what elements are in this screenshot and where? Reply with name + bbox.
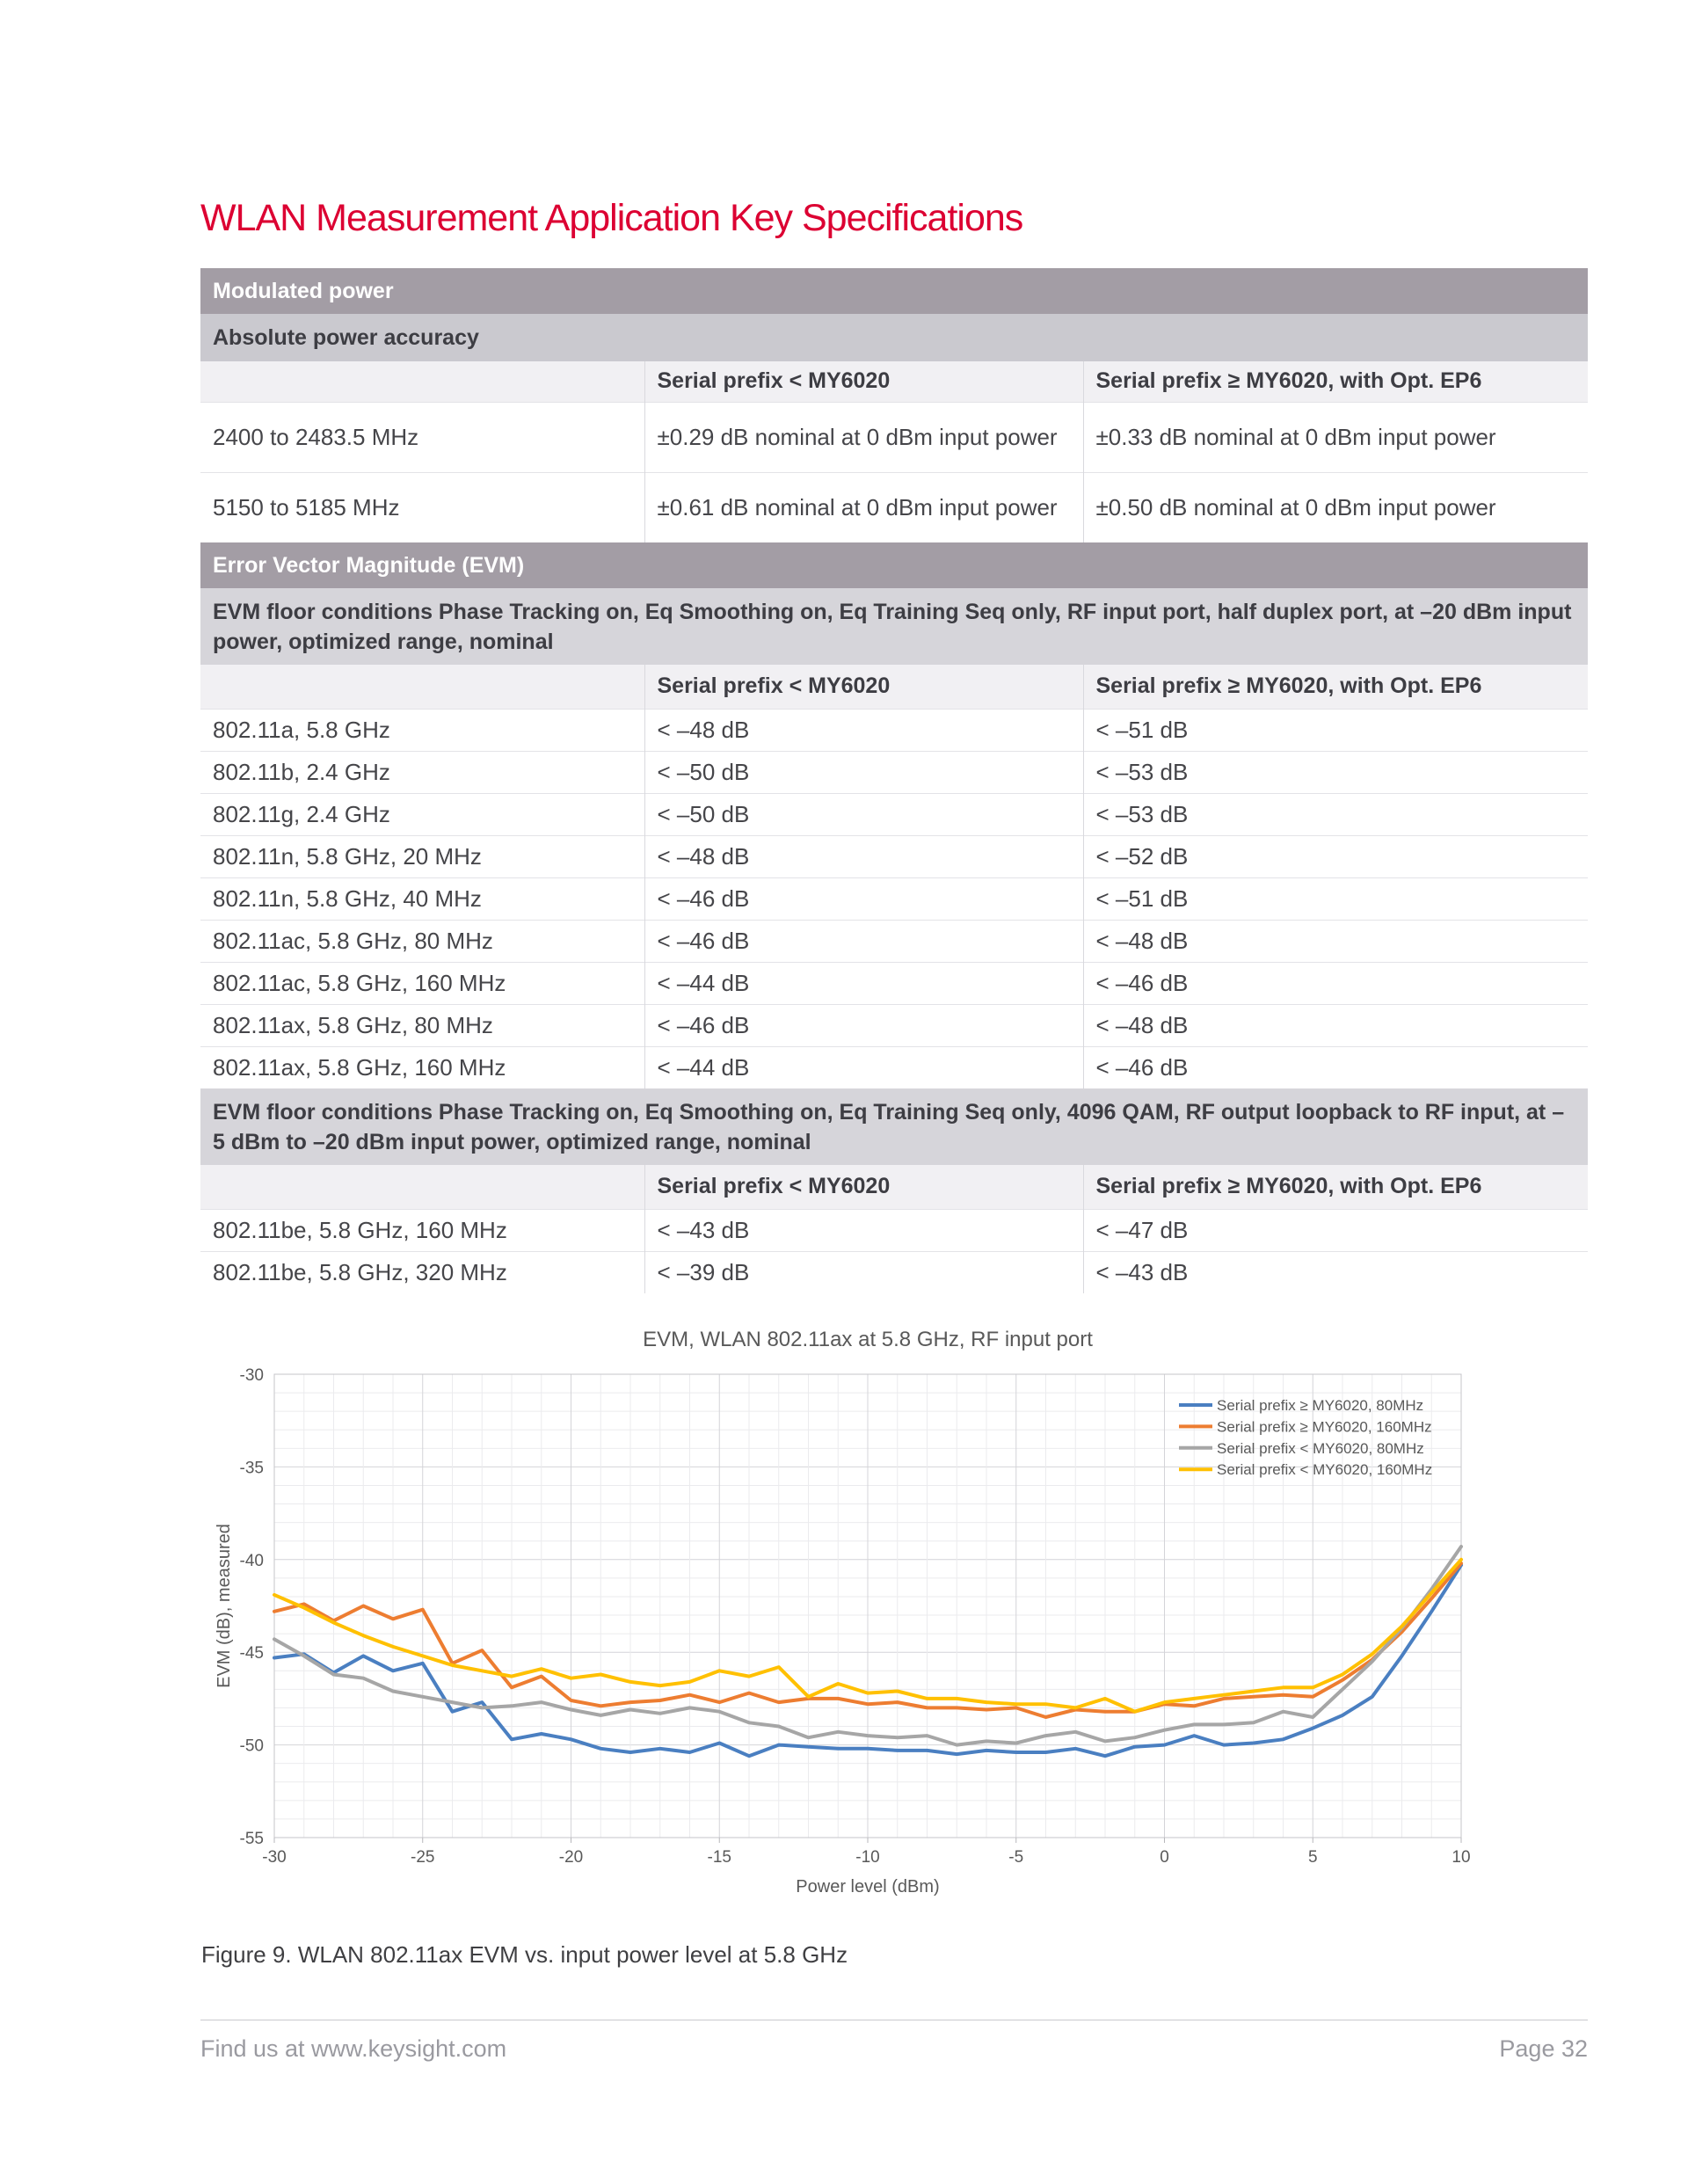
spec-value: < –39 dB: [644, 1251, 1083, 1293]
legend-label-3: Serial prefix < MY6020, 160MHz: [1217, 1461, 1433, 1479]
svg-text:-25: -25: [411, 1848, 435, 1867]
svg-text:-15: -15: [707, 1848, 731, 1867]
table-row: [200, 920, 1588, 962]
column-header: Serial prefix < MY6020: [644, 1165, 1083, 1209]
spec-value: < –52 dB: [1083, 835, 1588, 877]
column-header-empty: [200, 1165, 644, 1209]
table-row: [200, 1004, 1588, 1046]
column-header: Serial prefix ≥ MY6020, with Opt. EP6: [1083, 665, 1588, 709]
table-row: [200, 835, 1588, 877]
spec-label: 802.11be, 5.8 GHz, 160 MHz: [200, 1209, 644, 1251]
section-header-row: [200, 268, 1588, 314]
spec-value: < –46 dB: [644, 920, 1083, 962]
subsection-header: Absolute power accuracy: [200, 314, 1588, 361]
spec-value: < –50 dB: [644, 751, 1083, 793]
legend-label-0: Serial prefix ≥ MY6020, 80MHz: [1217, 1397, 1424, 1414]
spec-value: < –48 dB: [1083, 1004, 1588, 1046]
conditions-text: EVM floor conditions Phase Tracking on, Eq Smoothing on, Eq Training Seq only, 4096 QAM, RF output loopback to RF input, at –5 dBm to –20 dBm input power, optimized range, nominal: [200, 1088, 1588, 1165]
table-row: [200, 472, 1588, 542]
svg-text:-5: -5: [1008, 1848, 1024, 1867]
column-header: Serial prefix < MY6020: [644, 665, 1083, 709]
column-header-empty: [200, 665, 644, 709]
page-title: WLAN Measurement Application Key Specifications: [200, 197, 1023, 239]
legend-label-2: Serial prefix < MY6020, 80MHz: [1217, 1439, 1424, 1457]
spec-value: < –51 dB: [1083, 877, 1588, 920]
y-axis-label: EVM (dB), measured: [215, 1524, 234, 1688]
column-header-empty: [200, 361, 644, 402]
table-row: [200, 402, 1588, 472]
svg-text:-40: -40: [239, 1551, 264, 1570]
spec-value: < –46 dB: [644, 877, 1083, 920]
spec-value: ±0.33 dB nominal at 0 dBm input power: [1083, 402, 1588, 472]
spec-label: 802.11ax, 5.8 GHz, 160 MHz: [200, 1046, 644, 1088]
table-row: [200, 1209, 1588, 1251]
svg-text:-45: -45: [239, 1644, 264, 1663]
spec-value: < –43 dB: [644, 1209, 1083, 1251]
section-header-row: [200, 542, 1588, 588]
spec-label: 802.11ac, 5.8 GHz, 160 MHz: [200, 962, 644, 1004]
footer-website-link[interactable]: Find us at www.keysight.com: [200, 2035, 507, 2062]
spec-table: [200, 268, 1588, 1293]
subsection-header-row: [200, 314, 1588, 361]
table-row: [200, 793, 1588, 835]
svg-text:-30: -30: [239, 1366, 264, 1385]
spec-label: 802.11ax, 5.8 GHz, 80 MHz: [200, 1004, 644, 1046]
svg-text:-50: -50: [239, 1736, 264, 1756]
spec-value: < –44 dB: [644, 1046, 1083, 1088]
svg-text:10: 10: [1452, 1848, 1471, 1867]
spec-value: < –46 dB: [1083, 1046, 1588, 1088]
table-row: [200, 962, 1588, 1004]
spec-value: < –46 dB: [644, 1004, 1083, 1046]
chart-title: EVM, WLAN 802.11ax at 5.8 GHz, RF input port: [643, 1328, 1093, 1351]
spec-label: 2400 to 2483.5 MHz: [200, 402, 644, 472]
spec-value: < –46 dB: [1083, 962, 1588, 1004]
section-header: Modulated power: [200, 268, 1588, 314]
svg-text:-35: -35: [239, 1459, 264, 1478]
table-row: [200, 1046, 1588, 1088]
table-row: [200, 751, 1588, 793]
spec-value: < –48 dB: [1083, 920, 1588, 962]
table-row: [200, 709, 1588, 751]
spec-label: 802.11n, 5.8 GHz, 40 MHz: [200, 877, 644, 920]
column-header: Serial prefix ≥ MY6020, with Opt. EP6: [1083, 361, 1588, 402]
column-header: Serial prefix < MY6020: [644, 361, 1083, 402]
spec-value: < –51 dB: [1083, 709, 1588, 751]
spec-value: < –44 dB: [644, 962, 1083, 1004]
column-header-row: [200, 361, 1588, 402]
spec-value: ±0.61 dB nominal at 0 dBm input power: [644, 472, 1083, 542]
spec-value: < –50 dB: [644, 793, 1083, 835]
column-header: Serial prefix ≥ MY6020, with Opt. EP6: [1083, 1165, 1588, 1209]
spec-value: < –43 dB: [1083, 1251, 1588, 1293]
spec-label: 802.11n, 5.8 GHz, 20 MHz: [200, 835, 644, 877]
chart-legend: [1179, 1397, 1432, 1478]
spec-label: 802.11ac, 5.8 GHz, 80 MHz: [200, 920, 644, 962]
svg-text:-30: -30: [262, 1848, 287, 1867]
spec-value: < –53 dB: [1083, 751, 1588, 793]
spec-value: < –47 dB: [1083, 1209, 1588, 1251]
spec-value: < –48 dB: [644, 835, 1083, 877]
spec-label: 802.11be, 5.8 GHz, 320 MHz: [200, 1251, 644, 1293]
evm-line-chart: [0, 1314, 1688, 1921]
spec-label: 5150 to 5185 MHz: [200, 472, 644, 542]
spec-label: 802.11b, 2.4 GHz: [200, 751, 644, 793]
svg-text:5: 5: [1307, 1848, 1318, 1867]
svg-text:-10: -10: [855, 1848, 880, 1867]
conditions-row: [200, 588, 1588, 665]
svg-text:-20: -20: [558, 1848, 584, 1867]
legend-label-1: Serial prefix ≥ MY6020, 160MHz: [1217, 1418, 1432, 1436]
figure-caption: Figure 9. WLAN 802.11ax EVM vs. input power level at 5.8 GHz: [201, 1941, 848, 1968]
spec-value: ±0.29 dB nominal at 0 dBm input power: [644, 402, 1083, 472]
conditions-text: EVM floor conditions Phase Tracking on, Eq Smoothing on, Eq Training Seq only, RF input port, half duplex port, at –20 dBm input power, optimized range, nominal: [200, 588, 1588, 665]
column-header-row: [200, 1165, 1588, 1209]
x-axis-label: Power level (dBm): [796, 1877, 940, 1896]
svg-text:-55: -55: [239, 1830, 264, 1848]
table-row: [200, 1251, 1588, 1293]
conditions-row: [200, 1088, 1588, 1165]
spec-label: 802.11a, 5.8 GHz: [200, 709, 644, 751]
page-number: Page 32: [1499, 2035, 1588, 2062]
section-header: Error Vector Magnitude (EVM): [200, 542, 1588, 588]
spec-value: < –48 dB: [644, 709, 1083, 751]
column-header-row: [200, 665, 1588, 709]
spec-value: < –53 dB: [1083, 793, 1588, 835]
table-row: [200, 877, 1588, 920]
svg-text:0: 0: [1160, 1848, 1169, 1867]
spec-label: 802.11g, 2.4 GHz: [200, 793, 644, 835]
spec-value: ±0.50 dB nominal at 0 dBm input power: [1083, 472, 1588, 542]
